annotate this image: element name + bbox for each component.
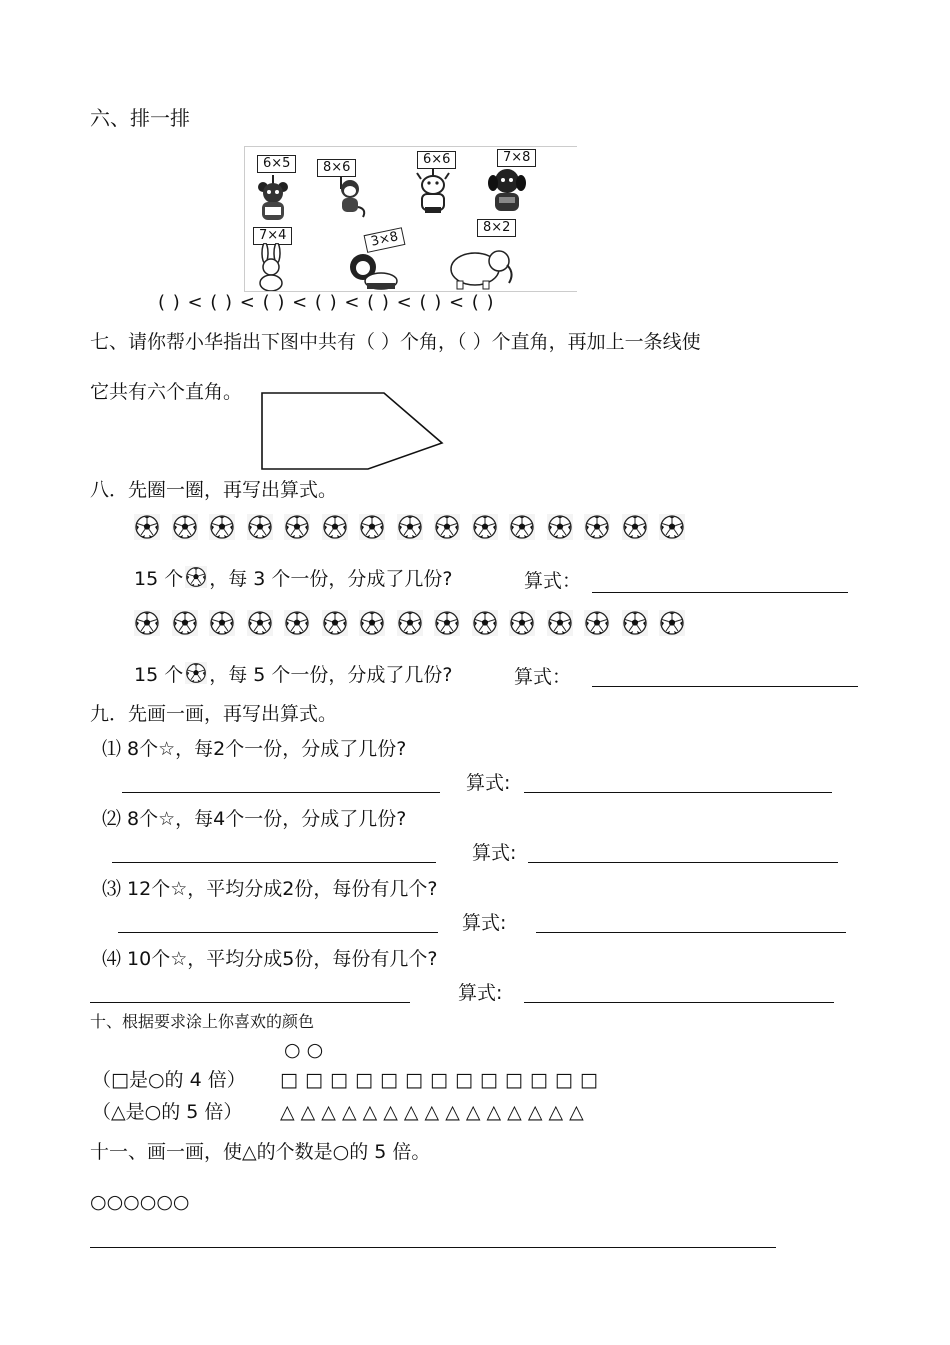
monkey-icon <box>331 177 369 219</box>
soccer-ball-icon[interactable] <box>434 610 460 636</box>
s8-q1-answer-line[interactable] <box>592 592 848 593</box>
soccer-ball-icon[interactable] <box>472 514 498 540</box>
soccer-ball-icon[interactable] <box>659 610 685 636</box>
sign-3: 6×6 <box>417 151 456 169</box>
soccer-ball-icon[interactable] <box>134 610 160 636</box>
s9-q4-draw-line[interactable] <box>90 1002 410 1003</box>
rabbit-icon <box>251 243 291 291</box>
soccer-ball-icon <box>185 662 207 684</box>
soccer-ball-icon[interactable] <box>584 610 610 636</box>
soccer-ball-icon[interactable] <box>622 514 648 540</box>
lion-icon <box>345 251 401 291</box>
sign-6: 3×8 <box>364 227 406 253</box>
soccer-ball-icon[interactable] <box>509 610 535 636</box>
s10-row2-label: （△是○的 5 倍） <box>92 1101 243 1123</box>
animals-picture <box>244 146 577 292</box>
pentagon-figure <box>258 390 448 474</box>
s8-q2-answer-line[interactable] <box>592 686 858 687</box>
soccer-ball-icon[interactable] <box>547 610 573 636</box>
soccer-ball-icon[interactable] <box>434 514 460 540</box>
sign-1: 6×5 <box>257 155 296 173</box>
sign-7: 8×2 <box>477 219 516 237</box>
s8-q2-prefix: 15 个 <box>134 664 184 686</box>
s9-q1-answer-line[interactable] <box>524 792 832 793</box>
s10-circles: ○ ○ <box>284 1039 324 1061</box>
soccer-ball-icon[interactable] <box>397 514 423 540</box>
s11-circles: ○○○○○○ <box>90 1191 190 1213</box>
soccer-ball-icon[interactable] <box>209 610 235 636</box>
s9-question-2: ⑵ 8个☆，每4个一份，分成了几份? <box>102 808 407 830</box>
s9-q2-draw-line[interactable] <box>112 862 436 863</box>
s8-q2-formula-label: 算式： <box>514 666 572 688</box>
s9-q1-formula-label: 算式: <box>466 772 511 794</box>
soccer-ball-row-1 <box>134 514 694 544</box>
soccer-ball-icon[interactable] <box>584 514 610 540</box>
sign-2: 8×6 <box>317 159 356 177</box>
section-7-line2: 它共有六个直角。 <box>90 381 243 403</box>
s9-question-4: ⑷ 10个☆，平均分成5份，每份有几个? <box>102 948 438 970</box>
s9-q1-draw-line[interactable] <box>122 792 440 793</box>
s9-q4-answer-line[interactable] <box>524 1002 834 1003</box>
soccer-ball-icon <box>185 566 207 588</box>
bear-icon <box>253 175 293 225</box>
s8-q1-suffix: ，每 3 个一份，分成了几份? <box>209 568 453 590</box>
section-11-title: 十一、画一画，使△的个数是○的 5 倍。 <box>90 1141 431 1163</box>
section-6-title: 六、排一排 <box>90 106 190 130</box>
section-8-title: 八．先圈一圈，再写出算式。 <box>90 479 338 501</box>
soccer-ball-icon[interactable] <box>509 514 535 540</box>
soccer-ball-icon[interactable] <box>622 610 648 636</box>
soccer-ball-icon[interactable] <box>284 610 310 636</box>
soccer-ball-icon[interactable] <box>547 514 573 540</box>
soccer-ball-icon[interactable] <box>359 610 385 636</box>
s8-question-1 <box>134 566 452 591</box>
soccer-ball-icon[interactable] <box>209 514 235 540</box>
soccer-ball-icon[interactable] <box>322 514 348 540</box>
elephant-icon <box>445 243 517 291</box>
soccer-ball-icon[interactable] <box>359 514 385 540</box>
soccer-ball-icon[interactable] <box>284 514 310 540</box>
s8-question-2 <box>134 662 452 687</box>
s10-row1-squares[interactable]: □ □ □ □ □ □ □ □ □ □ □ □ □ <box>280 1069 599 1091</box>
dog-icon <box>485 167 529 215</box>
soccer-ball-icon[interactable] <box>472 610 498 636</box>
s9-question-3: ⑶ 12个☆，平均分成2份，每份有几个? <box>102 878 438 900</box>
section-9-title: 九．先画一画，再写出算式。 <box>90 703 338 725</box>
soccer-ball-icon[interactable] <box>172 514 198 540</box>
s9-q3-formula-label: 算式: <box>462 912 507 934</box>
soccer-ball-icon[interactable] <box>172 610 198 636</box>
soccer-ball-icon[interactable] <box>659 514 685 540</box>
section-7-line1: 七、请你帮小华指出下图中共有（ ）个角，（ ）个直角，再加上一条线使 <box>90 331 701 353</box>
soccer-ball-icon[interactable] <box>397 610 423 636</box>
s8-q1-prefix: 15 个 <box>134 568 184 590</box>
order-row: ( ) < ( ) < ( ) < ( ) < ( ) < ( ) < ( ) <box>158 292 495 313</box>
soccer-ball-icon[interactable] <box>322 610 348 636</box>
soccer-ball-icon[interactable] <box>134 514 160 540</box>
s10-row1-label: （□是○的 4 倍） <box>92 1069 246 1091</box>
s9-q2-answer-line[interactable] <box>528 862 838 863</box>
soccer-ball-icon[interactable] <box>247 514 273 540</box>
s9-q4-formula-label: 算式: <box>458 982 503 1004</box>
soccer-ball-row-2 <box>134 610 694 640</box>
cow-icon <box>413 169 453 215</box>
s11-draw-line[interactable] <box>90 1247 776 1248</box>
s9-question-1: ⑴ 8个☆，每2个一份，分成了几份? <box>102 738 407 760</box>
s9-q3-answer-line[interactable] <box>536 932 846 933</box>
s9-q2-formula-label: 算式: <box>472 842 517 864</box>
s10-row2-triangles[interactable]: △ △ △ △ △ △ △ △ △ △ △ △ △ △ △ <box>280 1101 584 1123</box>
s8-q2-suffix: ，每 5 个一份，分成了几份? <box>209 664 453 686</box>
s8-q1-formula-label: 算式： <box>524 570 582 592</box>
sign-5: 7×4 <box>253 227 292 245</box>
sign-4: 7×8 <box>497 149 536 167</box>
soccer-ball-icon[interactable] <box>247 610 273 636</box>
section-10-title: 十、根据要求涂上你喜欢的颜色 <box>90 1012 315 1031</box>
s9-q3-draw-line[interactable] <box>118 932 438 933</box>
